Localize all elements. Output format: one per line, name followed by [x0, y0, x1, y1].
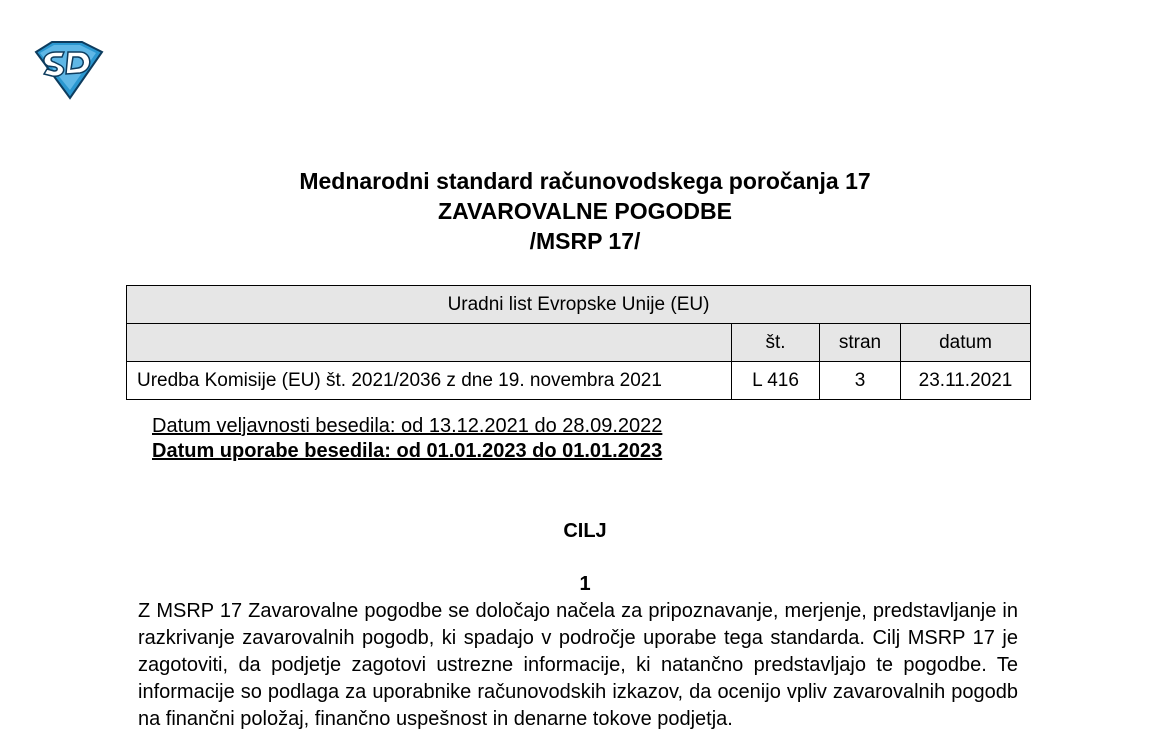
table-column-row [127, 324, 1031, 362]
table-header-row [127, 286, 1031, 324]
date-cell: 23.11.2021 [901, 362, 1031, 400]
regulation-cell: Uredba Komisije (EU) št. 2021/2036 z dne 19. novembra 2021 [127, 362, 732, 400]
paragraph-number: 1 [579, 573, 591, 595]
title-line-3: /MSRP 17/ [529, 228, 641, 254]
paragraph-text: Z MSRP 17 Zavarovalne pogodbe se določajo načela za pripoznavanje, merjenje, predstavljanje in razkrivanje zavarovalnih pogodb, ki spadajo v področje uporabe tega standarda. Cilj MSRP 17 je zagotoviti, da podjetje zagotovi ustrezne informacije, ki natančno predstavljajo te pogodbe. Te informacije so podlaga za uporabnike računovodskih izkazov, da ocenijo vpliv zavarovalnih pogodb na finančni položaj, finančno uspešnost in denarne tokove podjetja. [138, 600, 1018, 730]
column-header-date: datum [901, 324, 1031, 362]
title-line-1: Mednarodni standard računovodskega poročanja 17 [299, 168, 871, 194]
title-line-2: ZAVAROVALNE POGODBE [438, 198, 732, 224]
page-cell: 3 [820, 362, 901, 400]
text-validity-date: Datum veljavnosti besedila: od 13.12.2021 do 28.09.2022 [152, 415, 663, 437]
column-header-page: stran [820, 324, 901, 362]
sd-logo-icon [30, 40, 104, 100]
use-validity-date: Datum uporabe besedila: od 01.01.2023 do 01.01.2023 [152, 440, 663, 462]
column-header-number: št. [732, 324, 820, 362]
validity-block [152, 414, 662, 464]
number-cell: L 416 [732, 362, 820, 400]
column-header-blank [127, 324, 732, 362]
gazette-reference-table [126, 285, 1031, 400]
document-title [0, 166, 1157, 256]
section-heading: CILJ [563, 520, 607, 542]
table-caption: Uradni list Evropske Unije (EU) [127, 286, 1031, 324]
table-row [127, 362, 1031, 400]
